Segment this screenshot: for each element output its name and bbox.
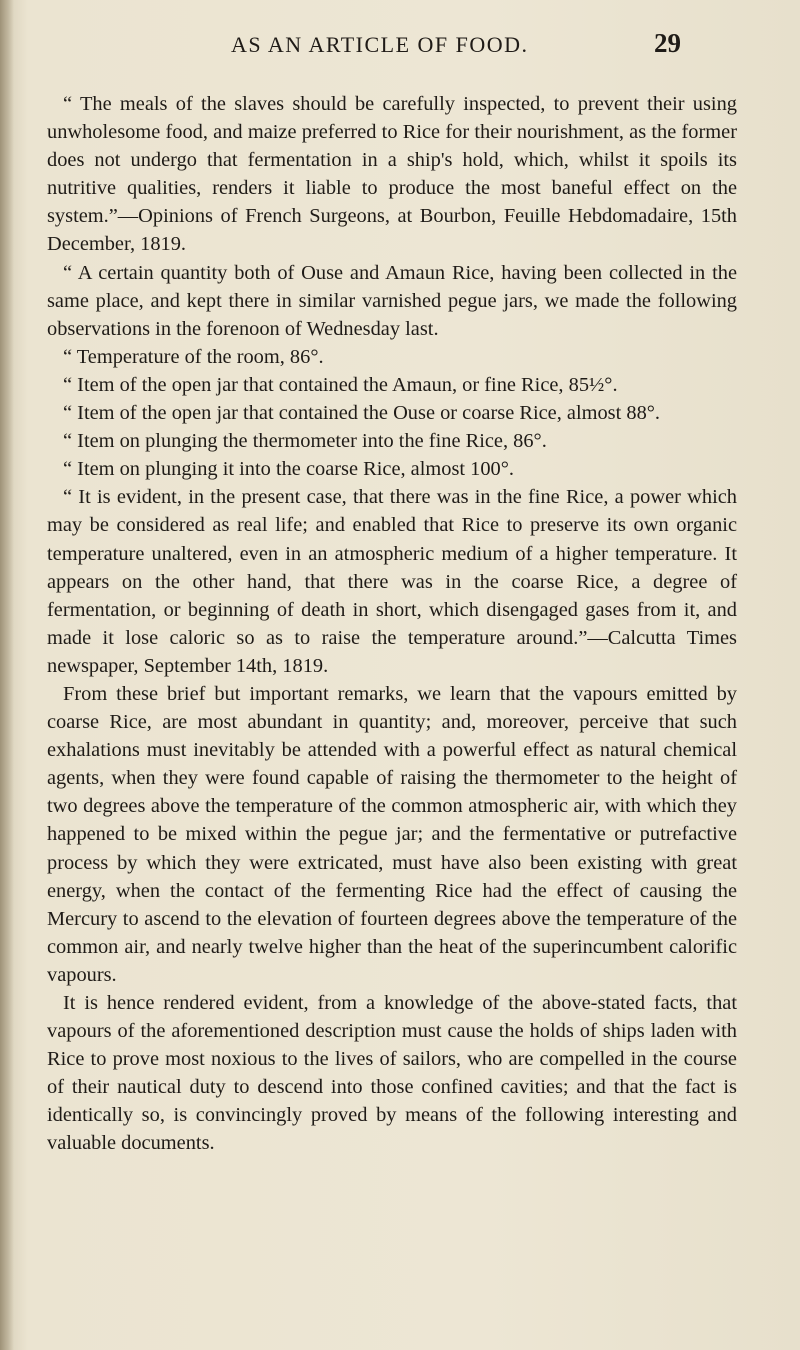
- paragraph-slaves-meals-quote: “ The meals of the slaves should be carefully inspected, to prevent their using unwholesome food, and maize preferred to Rice for their nourishment, as the former does not undergo that fermentation in a ship's hold, which, whilst it spoils its nutritive qualities, renders it liable to produce the most baneful effect on the system.”—Opinions of French Surgeons, at Bourbon, Feuille Hebdomadaire, 15th December, 1819.: [47, 93, 737, 256]
- paragraph-vapours-remarks: From these brief but important remarks, we learn that the vapours emitted by coarse Rice, are most abundant in quantity; and, moreover, perceive that such exhalations must inevitably be attended with a powerful effect as natural chemical agents, when they were found capable of raising the thermometer to the height of two degrees above the temperature of the common atmospheric air, with which they happened to be mixed within the pegue jar; and the fermentative or putrefactive process by which they were extricated, must have also been existing with great energy, when the contact of the fermenting Rice had the effect of causing the Mercury to ascend to the elevation of fourteen degrees above the temperature of the common air, and nearly twelve higher than the heat of the superincumbent calorific vapours.: [47, 682, 737, 986]
- body-text: [47, 90, 737, 1158]
- paragraph-ships-holds-conclusion: It is hence rendered evident, from a knowledge of the above-stated facts, that vapours of the aforementioned description must cause the holds of ships laden with Rice to prove most noxious to the lives of sailors, who are compelled in the course of their nautical duty to descend into those confined cavities; and that the fact is identically so, is convincingly proved by means of the following interesting and valuable documents.: [47, 992, 737, 1155]
- running-head: AS AN ARTICLE OF FOOD.: [231, 32, 529, 57]
- paragraph-fine-rice-thermometer: “ Item on plunging the thermometer into the fine Rice, 86°.: [63, 430, 547, 453]
- page-number: 29: [654, 28, 681, 58]
- page-header: [0, 28, 800, 64]
- paragraph-room-temperature: “ Temperature of the room, 86°.: [63, 345, 324, 368]
- paragraph-calcutta-times-quote: “ It is evident, in the present case, that there was in the fine Rice, a power which may be considered as real life; and enabled that Rice to preserve its own organic temperature unaltered, even in an atmospheric medium of a higher temperature. It appears on the other hand, that there was in the coarse Rice, a degree of fermentation, or beginning of death in short, which disengaged gases from it, and made it lose caloric so as to raise the temperature around.”—Calcutta Times newspaper, September 14th, 1819.: [47, 486, 737, 677]
- paragraph-coarse-rice-thermometer: “ Item on plunging it into the coarse Rice, almost 100°.: [63, 458, 514, 481]
- paragraph-ouse-jar-temperature: “ Item of the open jar that contained the Ouse or coarse Rice, almost 88°.: [63, 402, 661, 425]
- paragraph-rice-observations-intro: “ A certain quantity both of Ouse and Amaun Rice, having been collected in the same place, and kept there in similar varnished pegue jars, we made the following observations in the forenoon of Wednesday last.: [47, 261, 737, 340]
- paragraph-amaun-jar-temperature: “ Item of the open jar that contained the Amaun, or fine Rice, 85½°.: [63, 373, 618, 396]
- page-binding-edge: [0, 0, 14, 1350]
